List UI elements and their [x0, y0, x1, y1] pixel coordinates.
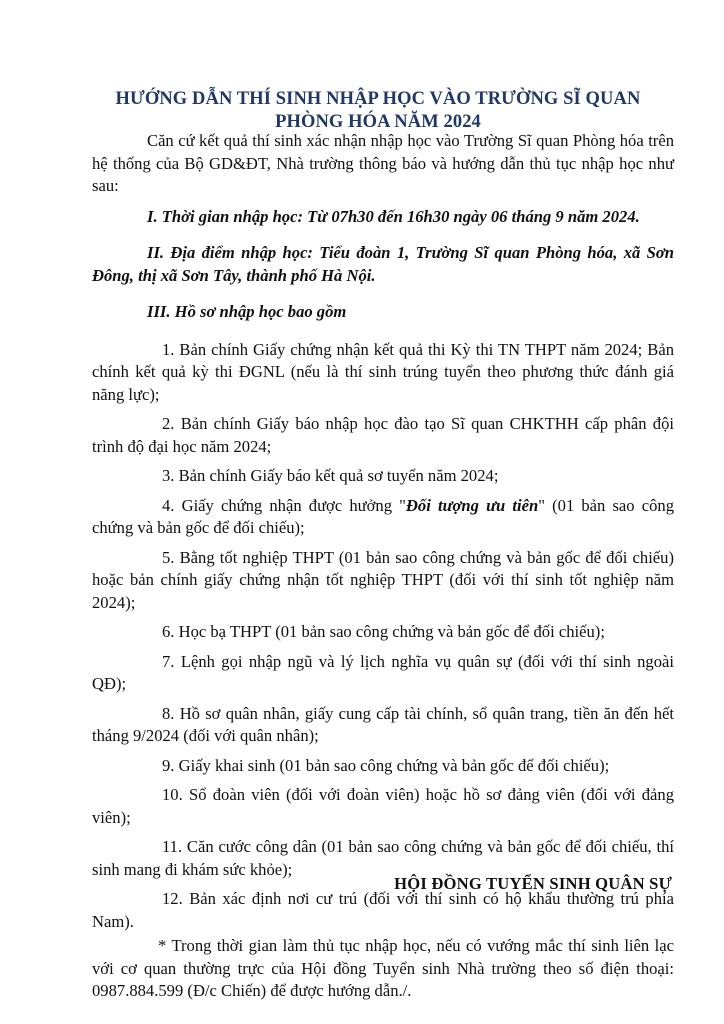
document-body	[92, 130, 674, 1003]
list-item-1: 1. Bản chính Giấy chứng nhận kết quả thi Kỳ thi TN THPT năm 2024; Bản chính kết quả kỳ thi ĐGNL (nếu là thí sinh trúng tuyển theo phương thức đánh giá năng lực);	[92, 339, 674, 404]
document-title-line-2: PHÒNG HÓA NĂM 2024	[275, 112, 481, 132]
list-item-4-suffix: " (01 bản sao công chứng và bản gốc để đối chiếu);	[92, 495, 674, 537]
section-3-documents: III. Hồ sơ nhập học bao gồm	[147, 302, 347, 321]
list-item-4-emphasis: Đối tượng ưu tiên	[405, 495, 539, 515]
intro-paragraph: Căn cứ kết quả thí sinh xác nhận nhập học vào Trường Sĩ quan Phòng hóa trên hệ thống của Bộ GD&ĐT, Nhà trường thông báo và hướng dẫn thủ tục nhập học như sau:	[92, 131, 674, 195]
list-item-12: 12. Bản xác định nơi cư trú (đối với thí sinh có hộ khẩu thường trú phía Nam).	[92, 889, 674, 931]
list-item-7: 7. Lệnh gọi nhập ngũ và lý lịch nghĩa vụ quân sự (đối với thí sinh ngoài QĐ);	[92, 651, 674, 693]
list-item-11: 11. Căn cước công dân (01 bản sao công chứng và bản gốc để đối chiếu, thí sinh mang đi khám sức khỏe);	[92, 837, 674, 879]
list-item-3: 3. Bản chính Giấy báo kết quả sơ tuyển năm 2024;	[162, 466, 499, 485]
list-item-4-prefix: 4. Giấy chứng nhận được hưởng "	[162, 495, 406, 515]
list-item-4	[92, 495, 674, 540]
contact-note: * Trong thời gian làm thủ tục nhập học, nếu có vướng mắc thí sinh liên lạc với cơ quan thường trực của Hội đồng Tuyển sinh Nhà trường theo số điện thoại: 0987.884.599 (Đ/c Chiến) để được hướng dẫn./.	[92, 936, 674, 1000]
document-title-line-1: HƯỚNG DẪN THÍ SINH NHẬP HỌC VÀO TRƯỜNG SĨ QUAN	[115, 89, 641, 109]
list-item-2: 2. Bản chính Giấy báo nhập học đào tạo Sĩ quan CHKTHH cấp phân đội trình độ đại học năm 2024;	[92, 414, 674, 456]
list-item-6: 6. Học bạ THPT (01 bản sao công chứng và bản gốc để đối chiếu);	[162, 622, 605, 641]
list-item-5: 5. Bằng tốt nghiệp THPT (01 bản sao công chứng và bản gốc để đối chiếu) hoặc bản chính giấy chứng nhận tốt nghiệp THPT (đối với thí sinh tốt nghiệp năm 2024);	[92, 547, 674, 612]
list-item-8: 8. Hồ sơ quân nhân, giấy cung cấp tài chính, sổ quân trang, tiền ăn đến hết tháng 9/2024 (đối với quân nhân);	[92, 703, 674, 745]
signature-block: HỘI ĐỒNG TUYỂN SINH QUÂN SỰ	[394, 874, 672, 893]
section-1-time: I. Thời gian nhập học: Từ 07h30 đến 16h30 ngày 06 tháng 9 năm 2024.	[147, 206, 640, 226]
section-2-location: II. Địa điểm nhập học: Tiểu đoàn 1, Trường Sĩ quan Phòng hóa, xã Sơn Đông, thị xã Sơn Tây, thành phố Hà Nội.	[92, 243, 674, 285]
list-item-10: 10. Sổ đoàn viên (đối với đoàn viên) hoặc hồ sơ đảng viên (đối với đảng viên);	[92, 785, 674, 827]
list-item-9: 9. Giấy khai sinh (01 bản sao công chứng và bản gốc để đối chiếu);	[162, 755, 610, 775]
